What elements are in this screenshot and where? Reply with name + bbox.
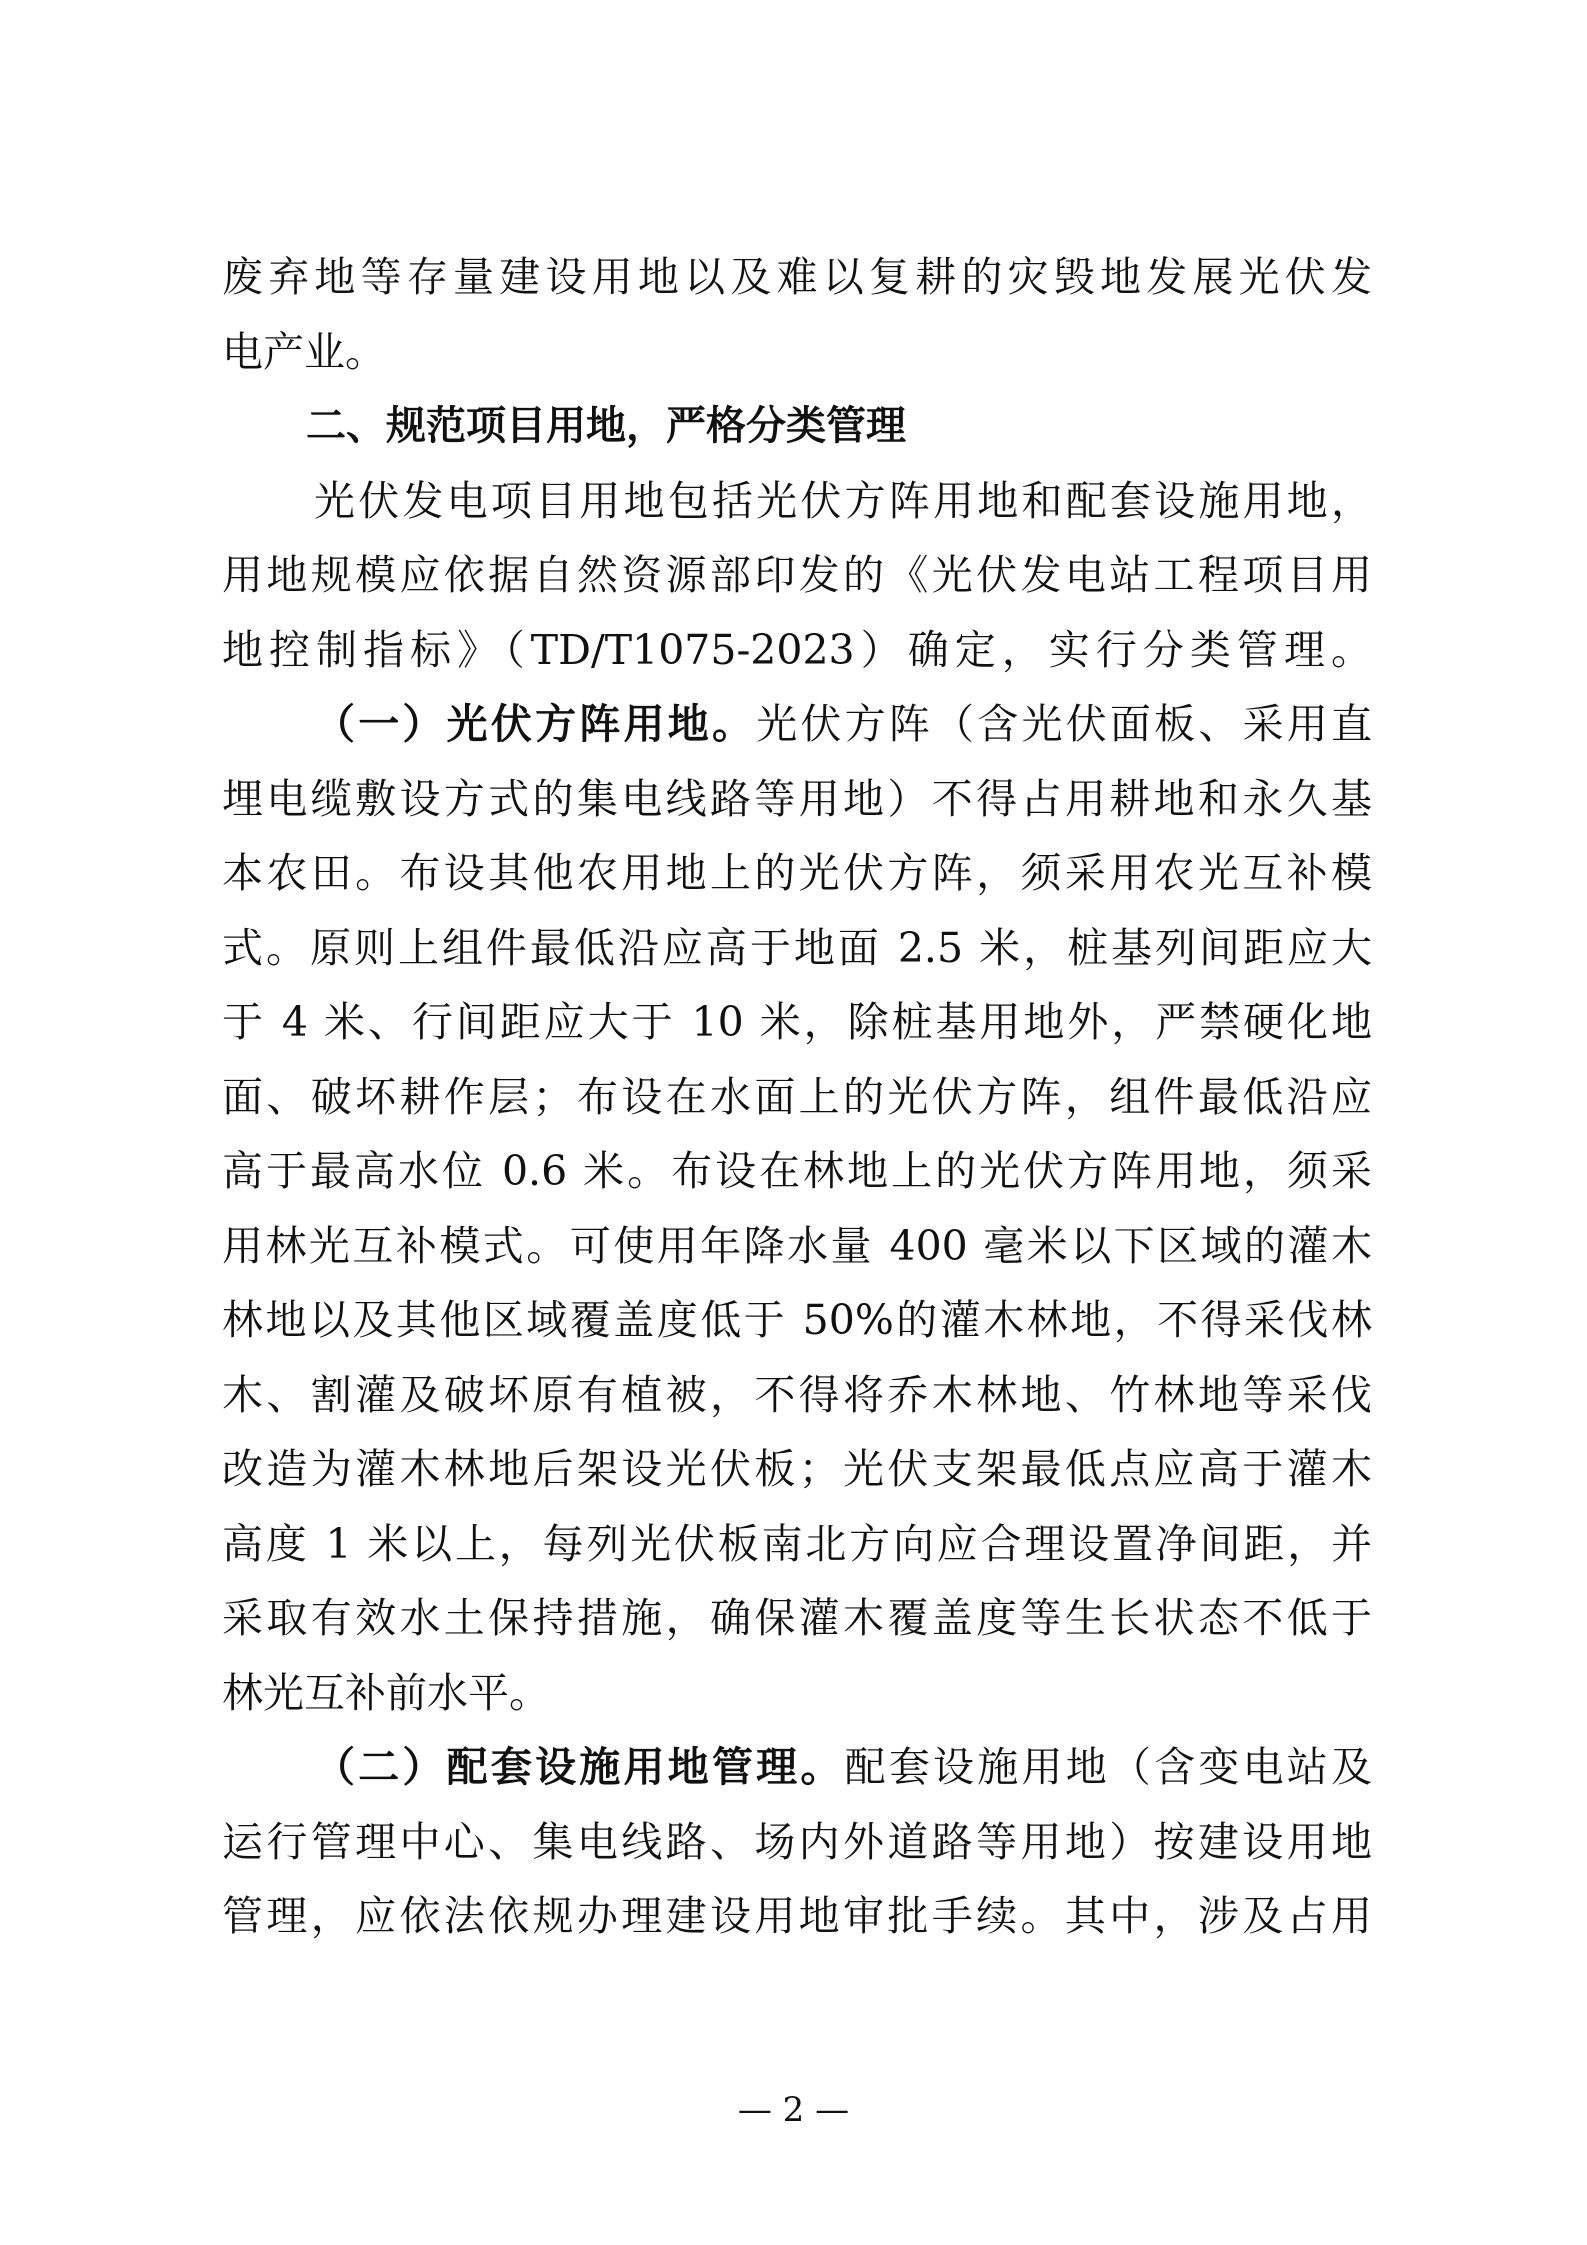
subsection-title: （二）配套设施用地管理。 [314,1743,845,1791]
paragraph-line: 用林光互补模式。可使用年降水量 400 毫米以下区域的灌木 [222,1221,1372,1270]
subsection-title: （一）光伏方阵用地。 [314,700,757,748]
paragraph-line: 埋电缆敷设方式的集电线路等用地）不得占用耕地和永久基 [222,774,1372,823]
body-text [222,240,1372,1954]
page-number: — 2 — [737,2090,850,2130]
paragraph-line: 本农田。布设其他农用地上的光伏方阵，须采用农光互补模 [222,849,1372,897]
subsection-line: （二）配套设施用地管理。配套设施用地（含变电站及 [314,1743,1372,1791]
section-heading: 二、规范项目用地，严格分类管理 [306,403,906,449]
paragraph-line: 光伏发电项目用地包括光伏方阵用地和配套设施用地， [314,476,1372,525]
paragraph-line: 采取有效水土保持措施，确保灌木覆盖度等生长状态不低于 [222,1594,1372,1642]
paragraph-line: 于 4 米、行间距应大于 10 米，除桩基用地外，严禁硬化地 [222,998,1372,1046]
paragraph-line: 运行管理中心、集电线路、场内外道路等用地）按建设用地 [222,1817,1372,1866]
paragraph-line: 面、破坏耕作层；布设在水面上的光伏方阵，组件最低沿应 [222,1072,1372,1121]
paragraph-line: 地控制指标》（TD/T1075-2023）确定，实行分类管理。 [222,625,1372,674]
paragraph-line: 式。原则上组件最低沿应高于地面 2.5 米，桩基列间距应大 [222,923,1372,972]
paragraph-line: 林光互补前水平。 [222,1668,550,1717]
paragraph-line: 改造为灌木林地后架设光伏板；光伏支架最低点应高于灌木 [222,1445,1372,1493]
paragraph-line: 木、割灌及破坏原有植被，不得将乔木林地、竹林地等采伐 [222,1370,1372,1419]
paragraph-line: 高度 1 米以上，每列光伏板南北方向应合理设置净间距，并 [222,1519,1372,1568]
paragraph-line: 电产业。 [222,327,386,376]
paragraph-line: 用地规模应依据自然资源部印发的《光伏发电站工程项目用 [222,551,1372,599]
subsection-line: （一）光伏方阵用地。光伏方阵（含光伏面板、采用直 [314,700,1373,748]
paragraph-line: 管理，应依法依规办理建设用地审批手续。其中，涉及占用 [222,1892,1372,1940]
paragraph-line: 废弃地等存量建设用地以及难以复耕的灾毁地发展光伏发 [222,253,1372,301]
paragraph-line: 林地以及其他区域覆盖度低于 50%的灌木林地，不得采伐林 [222,1296,1372,1344]
paragraph-line: 高于最高水位 0.6 米。布设在林地上的光伏方阵用地，须采 [222,1147,1372,1195]
